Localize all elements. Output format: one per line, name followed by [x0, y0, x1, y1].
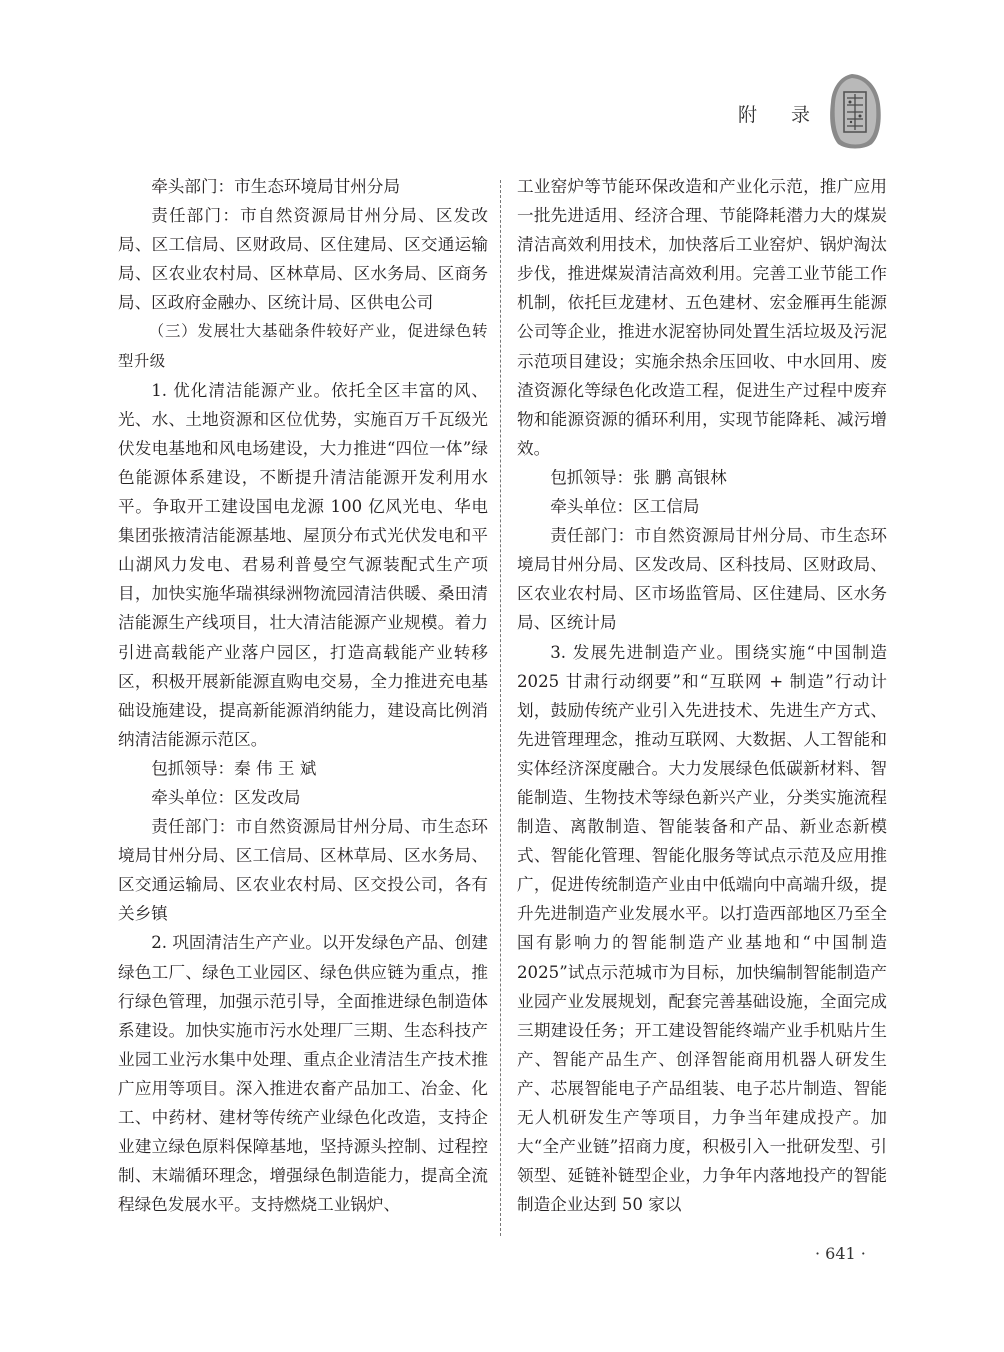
section-header-label: 附 录	[738, 104, 825, 126]
paragraph-clean-energy: 1. 优化清洁能源产业。依托全区丰富的风、光、水、土地资源和区位优势，实施百万千瓦级光伏发电基地和风电场建设，大力推进“四位一体”绿色能源体系建设，不断提升清洁能源开发利用水平。争取开工建设国电龙源 100 亿风光电、华电集团张掖清洁能源基地、屋顶分布式光伏发电和平山湖风力发电、君易利普曼空气源装配式生产项目，加快实施华瑞祺绿洲物流园清洁供暖、桑田清洁能源生产线项目，壮大清洁能源产业规模。着力引进高载能产业落户园区，打造高载能产业转移区，积极开展新能源直购电交易，全力推进充电基础设施建设，提高新能源消纳能力，建设高比例消纳清洁能源示范区。	[118, 380, 488, 749]
paragraph-advanced-manufacturing: 3. 发展先进制造产业。围绕实施“中国制造2025 甘肃行动纲要”和“互联网 + 制造”行动计划，鼓励传统产业引入先进技术、先进生产方式、先进管理理念，推动互联网、大数据、人工智能和实体经济深度融合。大力发展绿色低碳新材料、智能制造、生物技术等绿色新兴产业，分类实施流程制造、离散制造、智能装备和产品、新业态新模式、智能化管理、智能化服务等试点示范及应用推广，促进传统制造产业由中低端向中高端升级，提升先进制造产业发展水平。以打造西部地区乃至全国有影响力的智能制造产业基地和“中国制造 2025”试点示范城市为目标，加快编制智能制造产业园产业发展规划，配套完善基础设施，全面完成三期建设任务；开工建设智能终端产业手机贴片生产、智能产品生产、创泽智能商用机器人研发生产、芯展智能电子产品组装、电子芯片制造、智能无人机研发生产等项目，力争当年建成投产。加大“全产业链”招商力度，积极引入一批研发型、引领型、延链补链型企业，力争年内落地投产的智能制造企业达到 50 家以	[517, 642, 887, 1215]
paragraph-clean-production: 2. 巩固清洁生产产业。以开发绿色产品、创建绿色工厂、绿色工业园区、绿色供应链为重点，推行绿色管理，加强示范引导，全面推进绿色制造体系建设。加快实施市污水处理厂三期、生态科技产业园工业污水集中处理、重点企业清洁生产技术推广应用等项目。深入推进农畜产品加工、冶金、化工、中药材、建材等传统产业绿色化改造，支持企业建立绿色原料保障基地，坚持源头控制、过程控制、末端循环理念，增强绿色制造能力，提高全流程绿色发展水平。支持燃烧工业锅炉、	[118, 933, 488, 1215]
page-number: · 641 ·	[815, 1244, 866, 1263]
leading-officials: 包抓领导：张 鹏 高银林	[550, 467, 727, 487]
responsible-departments: 责任部门：市自然资源局甘州分局、区发改局、区工信局、区财政局、区住建局、区交通运输局、区农业农村局、区林草局、区水务局、区商务局、区政府金融办、区统计局、区供电公司	[118, 206, 488, 313]
responsible-departments: 责任部门：市自然资源局甘州分局、市生态环境局甘州分局、区工信局、区林草局、区水务局、区交通运输局、区农业农村局、区交投公司，各有关乡镇	[118, 817, 488, 924]
responsible-departments: 责任部门：市自然资源局甘州分局、市生态环境局甘州分局、区发改局、区科技局、区财政局、区农业农村局、区市场监管局、区住建局、区水务局、区统计局	[517, 526, 887, 633]
lead-department: 牵头部门：市生态环境局甘州分局	[151, 177, 401, 196]
section-heading: （三）发展壮大基础条件较好产业，促进绿色转型升级	[118, 322, 488, 370]
right-column	[517, 172, 887, 1219]
left-column	[118, 172, 488, 1219]
paragraph-continued: 工业窑炉等节能环保改造和产业化示范，推广应用一批先进适用、经济合理、节能降耗潜力大的煤炭清洁高效利用技术，加快落后工业窑炉、锅炉淘汰步伐，推进煤炭清洁高效利用。完善工业节能工作机制，依托巨龙建材、五色建材、宏金雁再生能源公司等企业，推进水泥窑协同处置生活垃圾及污泥示范项目建设；实施余热余压回收、中水回用、废渣资源化等绿色化改造工程，促进生产过程中废弃物和能源资源的循环利用，实现节能降耗、减污增效。	[517, 177, 887, 458]
column-divider	[500, 180, 501, 1236]
lead-unit: 牵头单位：区工信局	[550, 497, 700, 517]
lead-unit: 牵头单位：区发改局	[151, 787, 301, 807]
leading-officials: 包抓领导：秦 伟 王 斌	[151, 758, 317, 778]
seal-stone-icon	[826, 72, 884, 150]
